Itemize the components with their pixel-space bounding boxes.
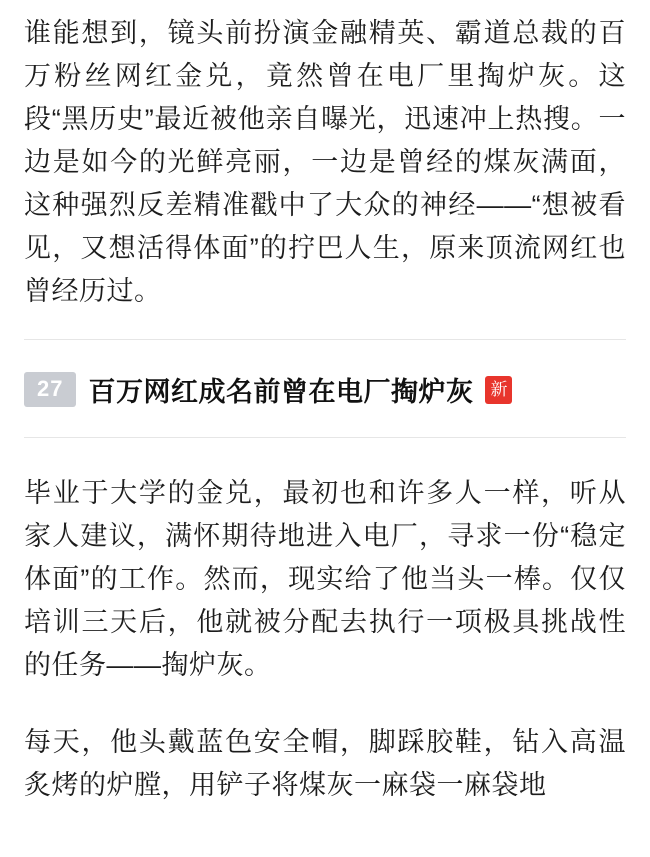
body-paragraph-2: 每天，他头戴蓝色安全帽，脚踩胶鞋，钻入高温炙烤的炉膛，用铲子将煤灰一麻袋一麻袋地 (24, 727, 626, 800)
new-badge: 新 (485, 376, 512, 404)
body-paragraph-1: 毕业于大学的金兑，最初也和许多人一样，听从家人建议，满怀期待地进入电厂，寻求一份“稳定体面”的工作。然而，现实给了他当头一棒。仅仅培训三天后，他就被分配去执行一项极具挑战性的任务——掏炉灰。 (24, 478, 626, 680)
body-paragraphs (24, 438, 626, 807)
hot-search-title[interactable]: 百万网红成名前曾在电厂掏炉灰 (88, 377, 474, 407)
rank-badge: 27 (24, 372, 76, 407)
hot-search-item[interactable] (24, 340, 626, 437)
intro-paragraph: 谁能想到，镜头前扮演金融精英、霸道总裁的百万粉丝网红金兑，竟然曾在电厂里掏炉灰。这段“黑历史”最近被他亲自曝光，迅速冲上热搜。一边是如今的光鲜亮丽，一边是曾经的煤灰满面，这种强烈反差精准戳中了大众的神经——“想被看见，又想活得体面”的拧巴人生，原来顶流网红也曾经历过。 (24, 18, 626, 306)
